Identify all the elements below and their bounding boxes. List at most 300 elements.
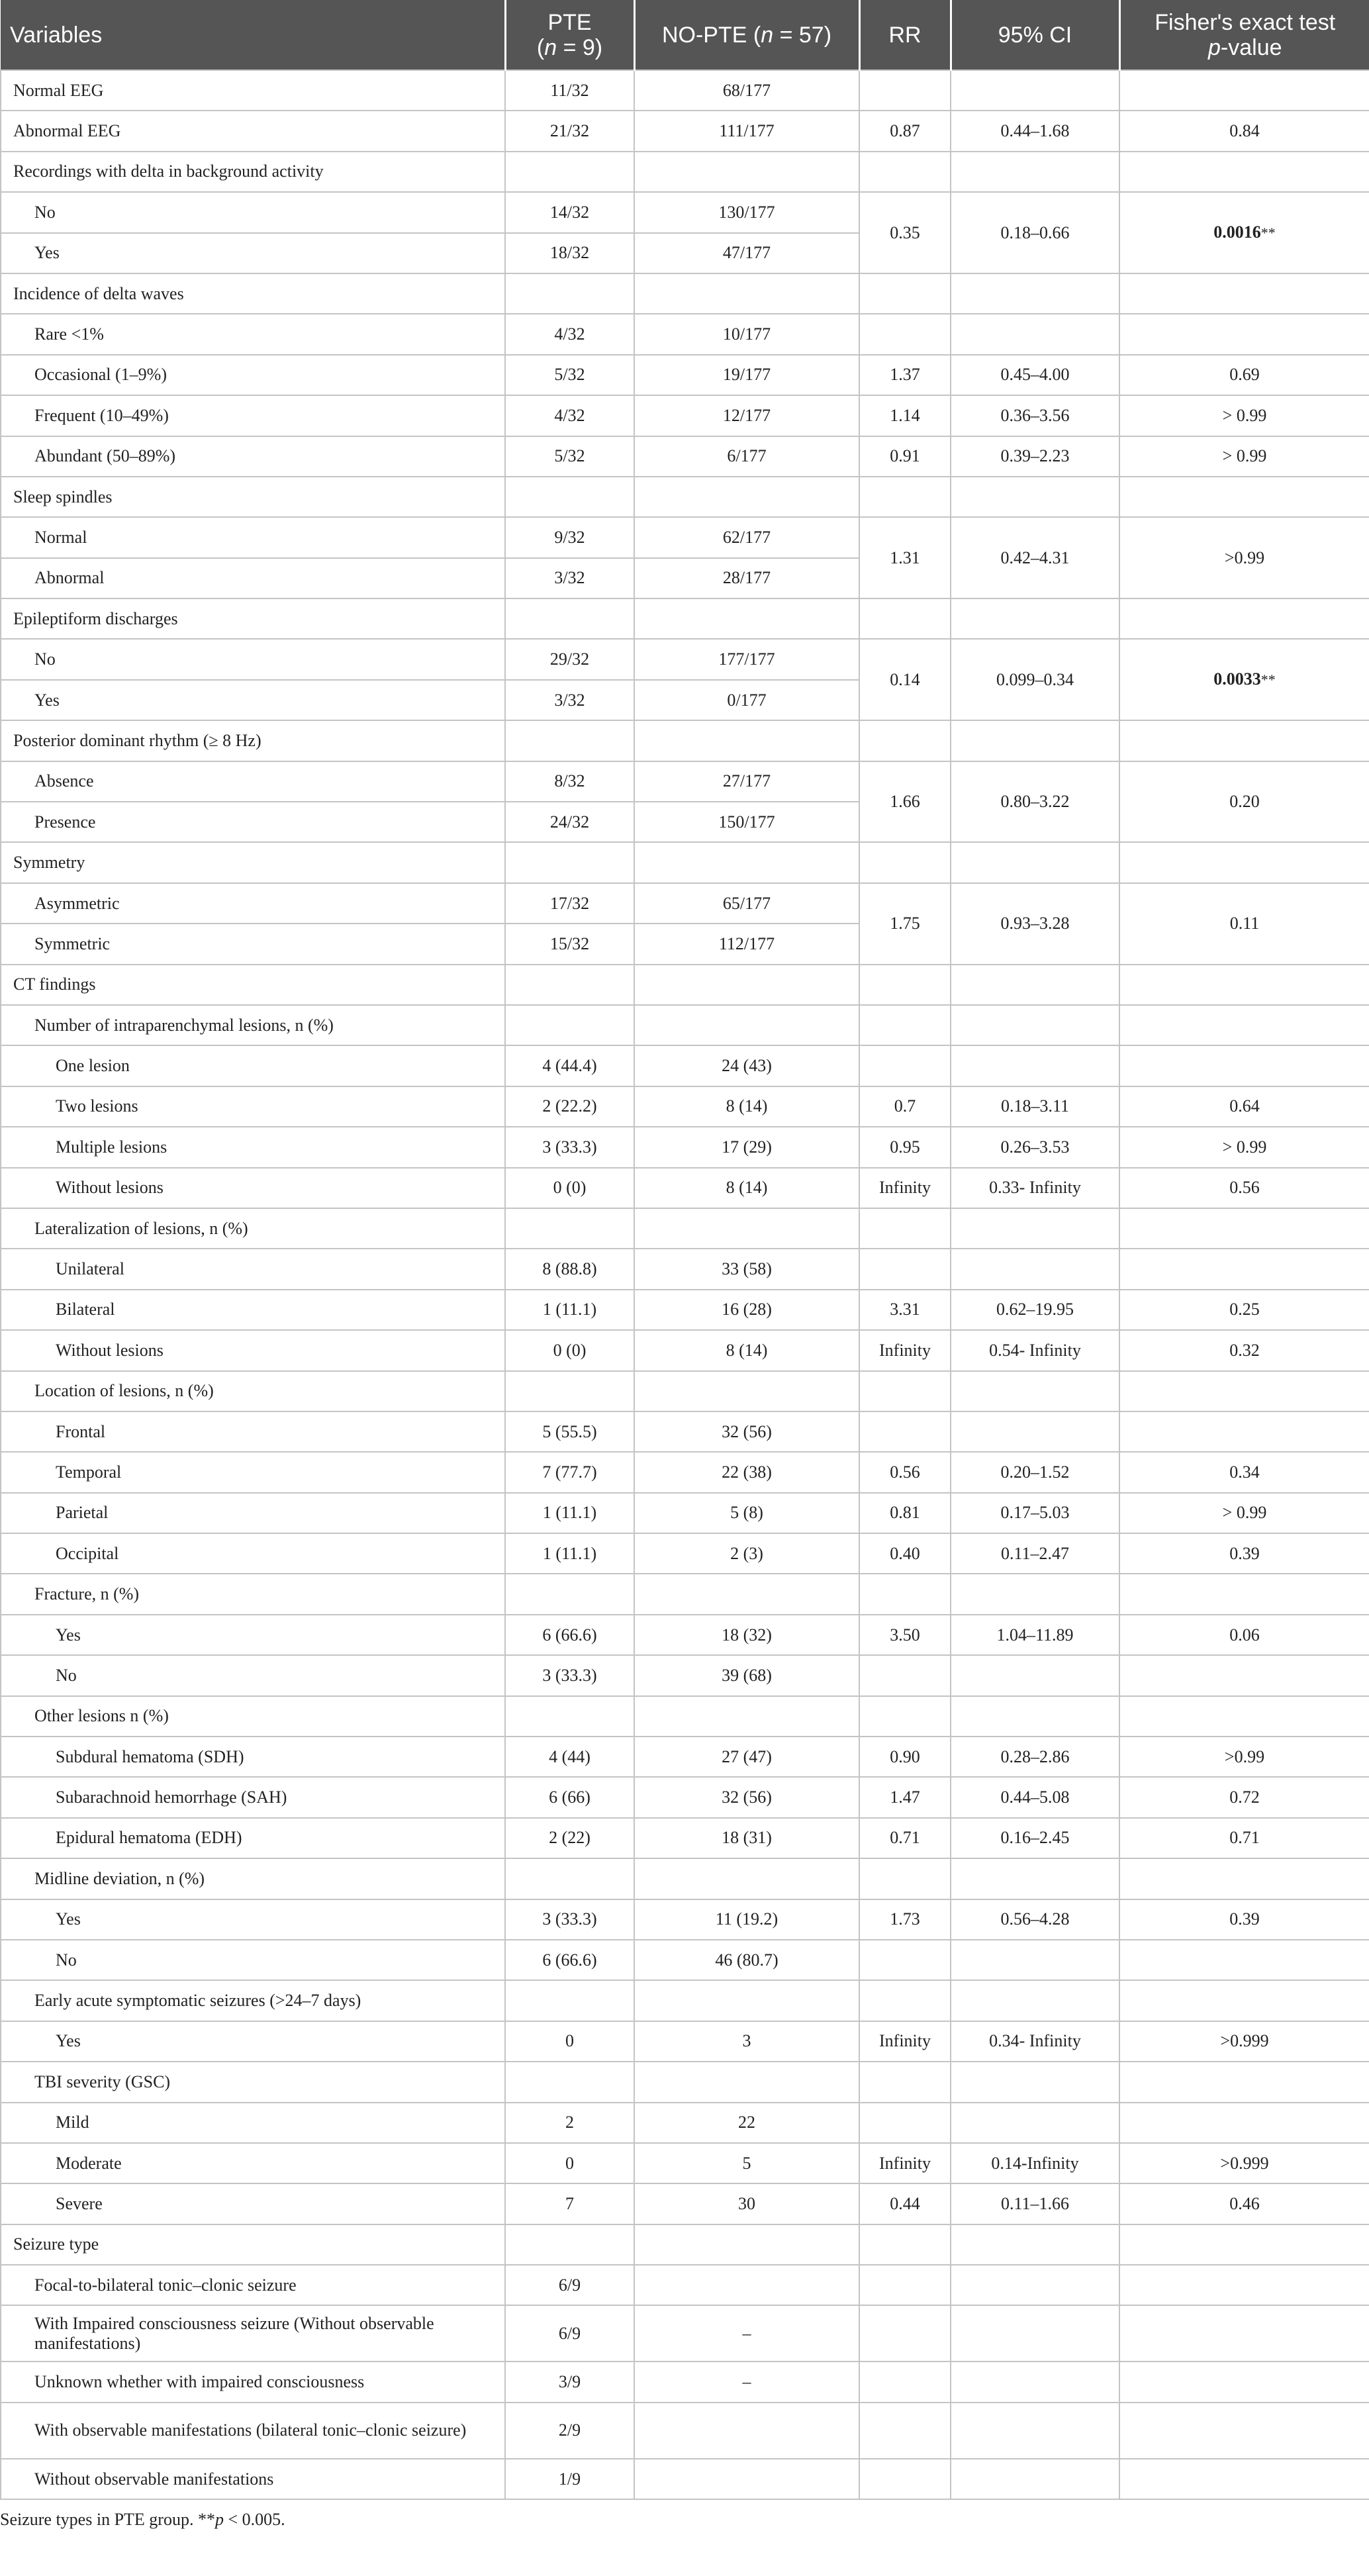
header-rr: RR <box>859 0 951 70</box>
no-pte-cell: 8 (14) <box>634 1330 859 1370</box>
pte-cell: 4/32 <box>505 395 634 436</box>
no-pte-cell: 17 (29) <box>634 1127 859 1167</box>
table-row <box>1 152 1369 192</box>
table-row <box>1 1330 1369 1370</box>
row-label: No <box>1 1940 505 1980</box>
table-row <box>1 1533 1369 1574</box>
pte-cell: 18/32 <box>505 233 634 273</box>
rr-cell: 1.75 <box>859 883 951 965</box>
pte-cell <box>505 1980 634 2021</box>
row-label: Yes <box>1 1615 505 1655</box>
ci-cell <box>951 2224 1119 2265</box>
ci-cell: 0.26–3.53 <box>951 1127 1119 1167</box>
pte-cell <box>505 1574 634 1614</box>
no-pte-cell: 68/177 <box>634 70 859 111</box>
ci-cell <box>951 2103 1119 2143</box>
pte-cell: 0 (0) <box>505 1330 634 1370</box>
row-label: Abnormal EEG <box>1 111 505 151</box>
table-row <box>1 1371 1369 1411</box>
ci-cell: 0.16–2.45 <box>951 1818 1119 1858</box>
rr-cell <box>859 965 951 1005</box>
p-value-cell: 0.72 <box>1119 1777 1369 1817</box>
rr-cell <box>859 1574 951 1614</box>
no-pte-cell <box>634 1005 859 1045</box>
p-value-cell: >0.99 <box>1119 517 1369 598</box>
row-label: Focal-to-bilateral tonic–clonic seizure <box>1 2265 505 2305</box>
table-row <box>1 1858 1369 1899</box>
p-value-cell <box>1119 1940 1369 1980</box>
row-label: Seizure type <box>1 2224 505 2265</box>
pte-cell: 1 (11.1) <box>505 1533 634 1574</box>
row-label: Posterior dominant rhythm (≥ 8 Hz) <box>1 720 505 761</box>
row-label: Abundant (50–89%) <box>1 436 505 477</box>
p-value-cell <box>1119 842 1369 883</box>
row-label: No <box>1 639 505 679</box>
no-pte-cell: 32 (56) <box>634 1411 859 1452</box>
no-pte-cell: 18 (31) <box>634 1818 859 1858</box>
no-pte-cell: 150/177 <box>634 802 859 842</box>
pte-cell: 7 <box>505 2183 634 2224</box>
no-pte-cell <box>634 2403 859 2459</box>
rr-cell: Infinity <box>859 2143 951 2183</box>
no-pte-cell: 22 <box>634 2103 859 2143</box>
pte-cell <box>505 1005 634 1045</box>
ci-cell <box>951 70 1119 111</box>
p-value-cell: 0.71 <box>1119 1818 1369 1858</box>
table-row <box>1 2459 1369 2499</box>
table-row <box>1 436 1369 477</box>
rr-cell <box>859 1655 951 1695</box>
pte-cell: 9/32 <box>505 517 634 557</box>
table-row <box>1 1574 1369 1614</box>
pte-cell: 3/32 <box>505 558 634 598</box>
table-row <box>1 111 1369 151</box>
pte-cell: 29/32 <box>505 639 634 679</box>
rr-cell: 1.47 <box>859 1777 951 1817</box>
ci-cell: 0.18–3.11 <box>951 1086 1119 1127</box>
pte-cell: 6 (66) <box>505 1777 634 1817</box>
row-label: One lesion <box>1 1045 505 1086</box>
ci-cell <box>951 1940 1119 1980</box>
table-row <box>1 2224 1369 2265</box>
table-header <box>1 0 1369 70</box>
no-pte-cell <box>634 842 859 883</box>
rr-cell <box>859 2103 951 2143</box>
row-label: Recordings with delta in background activity <box>1 152 505 192</box>
ci-cell: 0.44–5.08 <box>951 1777 1119 1817</box>
pte-cell: 15/32 <box>505 924 634 964</box>
p-value-cell <box>1119 314 1369 354</box>
ci-cell: 0.11–1.66 <box>951 2183 1119 2224</box>
p-value-cell: 0.84 <box>1119 111 1369 151</box>
ci-cell: 0.39–2.23 <box>951 436 1119 477</box>
table-row <box>1 1452 1369 1492</box>
row-label: TBI severity (GSC) <box>1 2062 505 2102</box>
table-body <box>1 70 1369 2499</box>
p-value-cell <box>1119 2224 1369 2265</box>
header-row <box>1 0 1369 70</box>
header-ci: 95% CI <box>951 0 1119 70</box>
ci-cell: 0.45–4.00 <box>951 355 1119 395</box>
row-label: Moderate <box>1 2143 505 2183</box>
no-pte-cell: 8 (14) <box>634 1086 859 1127</box>
no-pte-cell: 10/177 <box>634 314 859 354</box>
rr-cell: 3.31 <box>859 1290 951 1330</box>
p-value-cell <box>1119 1411 1369 1452</box>
no-pte-cell: 11 (19.2) <box>634 1899 859 1940</box>
ci-cell: 0.20–1.52 <box>951 1452 1119 1492</box>
ci-cell <box>951 2459 1119 2499</box>
significance-mark: ** <box>1260 224 1276 242</box>
table-row <box>1 720 1369 761</box>
row-label: Without observable manifestations <box>1 2459 505 2499</box>
table-row <box>1 1493 1369 1533</box>
rr-cell <box>859 152 951 192</box>
pte-cell: 0 (0) <box>505 1168 634 1208</box>
no-pte-cell <box>634 477 859 517</box>
no-pte-cell <box>634 965 859 1005</box>
p-value-cell <box>1119 1696 1369 1737</box>
pte-cell: 3 (33.3) <box>505 1899 634 1940</box>
p-value: 0.0033 <box>1213 669 1261 689</box>
no-pte-cell: 33 (58) <box>634 1249 859 1289</box>
pte-cell <box>505 598 634 639</box>
p-value-cell: 0.11 <box>1119 883 1369 965</box>
row-label: Absence <box>1 761 505 802</box>
pte-cell: 2 (22) <box>505 1818 634 1858</box>
row-label: Midline deviation, n (%) <box>1 1858 505 1899</box>
p-value-cell <box>1119 70 1369 111</box>
ci-cell: 0.42–4.31 <box>951 517 1119 598</box>
header-no-pte: NO-PTE (n = 57) <box>634 0 859 70</box>
row-label: Yes <box>1 680 505 720</box>
p-value-cell: >0.999 <box>1119 2021 1369 2062</box>
p-value-cell <box>1119 1980 1369 2021</box>
row-label: Yes <box>1 233 505 273</box>
table-row <box>1 1127 1369 1167</box>
table-row <box>1 2361 1369 2402</box>
row-label: Normal EEG <box>1 70 505 111</box>
no-pte-cell <box>634 2062 859 2102</box>
rr-cell <box>859 2403 951 2459</box>
pte-cell: 11/32 <box>505 70 634 111</box>
no-pte-cell: 177/177 <box>634 639 859 679</box>
p-value-cell: 0.20 <box>1119 761 1369 843</box>
table-row <box>1 2265 1369 2305</box>
no-pte-cell: 47/177 <box>634 233 859 273</box>
ci-cell: 0.33- Infinity <box>951 1168 1119 1208</box>
ci-cell <box>951 1655 1119 1695</box>
ci-cell <box>951 720 1119 761</box>
table-row <box>1 2403 1369 2459</box>
table-row <box>1 598 1369 639</box>
p-value-cell: 0.34 <box>1119 1452 1369 1492</box>
pte-cell: 4/32 <box>505 314 634 354</box>
ci-cell <box>951 1574 1119 1614</box>
table-row <box>1 477 1369 517</box>
row-label: Epidural hematoma (EDH) <box>1 1818 505 1858</box>
row-label: Symmetry <box>1 842 505 883</box>
p-value-cell <box>1119 1655 1369 1695</box>
row-label: Incidence of delta waves <box>1 273 505 314</box>
no-pte-cell: 2 (3) <box>634 1533 859 1574</box>
pte-cell <box>505 842 634 883</box>
row-label: Subarachnoid hemorrhage (SAH) <box>1 1777 505 1817</box>
no-pte-cell <box>634 2224 859 2265</box>
p-value-cell <box>1119 1574 1369 1614</box>
ci-cell <box>951 1980 1119 2021</box>
ci-cell: 0.62–19.95 <box>951 1290 1119 1330</box>
pte-cell <box>505 152 634 192</box>
ci-cell <box>951 1696 1119 1737</box>
no-pte-cell <box>634 1696 859 1737</box>
rr-cell <box>859 1249 951 1289</box>
p-value-cell <box>1119 598 1369 639</box>
row-label: Multiple lesions <box>1 1127 505 1167</box>
rr-cell <box>859 842 951 883</box>
row-label: Location of lesions, n (%) <box>1 1371 505 1411</box>
row-label: With observable manifestations (bilateral tonic–clonic seizure) <box>1 2403 505 2459</box>
no-pte-cell: 0/177 <box>634 680 859 720</box>
table-row <box>1 1249 1369 1289</box>
row-label: Yes <box>1 2021 505 2062</box>
no-pte-cell: 22 (38) <box>634 1452 859 1492</box>
rr-cell: Infinity <box>859 1330 951 1370</box>
p-value-cell <box>1119 192 1369 273</box>
rr-cell: Infinity <box>859 1168 951 1208</box>
row-label: Without lesions <box>1 1330 505 1370</box>
rr-cell <box>859 2459 951 2499</box>
pte-cell <box>505 965 634 1005</box>
p-value-cell <box>1119 720 1369 761</box>
p-value-cell <box>1119 2459 1369 2499</box>
rr-cell <box>859 1940 951 1980</box>
no-pte-cell: 32 (56) <box>634 1777 859 1817</box>
pte-cell: 24/32 <box>505 802 634 842</box>
table-row <box>1 1086 1369 1127</box>
rr-cell: 0.95 <box>859 1127 951 1167</box>
p-value-cell: > 0.99 <box>1119 395 1369 436</box>
row-label: Normal <box>1 517 505 557</box>
no-pte-cell: 16 (28) <box>634 1290 859 1330</box>
table-row <box>1 395 1369 436</box>
table-row <box>1 1290 1369 1330</box>
table-row <box>1 2021 1369 2062</box>
table-row <box>1 1940 1369 1980</box>
p-value-cell <box>1119 1371 1369 1411</box>
ci-cell <box>951 1208 1119 1249</box>
rr-cell: 0.7 <box>859 1086 951 1127</box>
no-pte-cell: 62/177 <box>634 517 859 557</box>
ci-cell <box>951 2305 1119 2361</box>
pte-cell: 3 (33.3) <box>505 1655 634 1695</box>
no-pte-cell: 30 <box>634 2183 859 2224</box>
p-value-cell <box>1119 1005 1369 1045</box>
row-label: Unknown whether with impaired consciousness <box>1 2361 505 2402</box>
p-value-cell: 0.25 <box>1119 1290 1369 1330</box>
table-row <box>1 1696 1369 1737</box>
pte-cell <box>505 720 634 761</box>
ci-cell: 0.17–5.03 <box>951 1493 1119 1533</box>
row-label: Parietal <box>1 1493 505 1533</box>
table-row <box>1 1777 1369 1817</box>
no-pte-cell: 24 (43) <box>634 1045 859 1086</box>
p-value-cell <box>1119 2403 1369 2459</box>
ci-cell <box>951 1371 1119 1411</box>
ci-cell: 0.44–1.68 <box>951 111 1119 151</box>
table-row <box>1 355 1369 395</box>
pte-cell: 4 (44.4) <box>505 1045 634 1086</box>
p-value: 0.0016 <box>1213 222 1261 242</box>
rr-cell: 0.14 <box>859 639 951 720</box>
p-value-cell: 0.06 <box>1119 1615 1369 1655</box>
row-label: Other lesions n (%) <box>1 1696 505 1737</box>
ci-cell <box>951 1411 1119 1452</box>
row-label: Yes <box>1 1899 505 1940</box>
ci-cell <box>951 1858 1119 1899</box>
ci-cell: 0.14-Infinity <box>951 2143 1119 2183</box>
no-pte-cell <box>634 720 859 761</box>
no-pte-cell: 12/177 <box>634 395 859 436</box>
row-label: Mild <box>1 2103 505 2143</box>
row-label: Early acute symptomatic seizures (>24–7 days) <box>1 1980 505 2021</box>
p-value-cell: 0.39 <box>1119 1899 1369 1940</box>
no-pte-cell: 8 (14) <box>634 1168 859 1208</box>
no-pte-cell: 39 (68) <box>634 1655 859 1695</box>
row-label: Presence <box>1 802 505 842</box>
pte-cell: 5/32 <box>505 355 634 395</box>
pte-cell: 7 (77.7) <box>505 1452 634 1492</box>
rr-cell <box>859 1696 951 1737</box>
no-pte-cell: – <box>634 2305 859 2361</box>
rr-cell <box>859 70 951 111</box>
no-pte-cell: 5 (8) <box>634 1493 859 1533</box>
pte-cell <box>505 1696 634 1737</box>
p-value-cell: 0.46 <box>1119 2183 1369 2224</box>
no-pte-cell <box>634 273 859 314</box>
pte-cell <box>505 1371 634 1411</box>
rr-cell <box>859 314 951 354</box>
rr-cell <box>859 2305 951 2361</box>
p-value-cell: 0.56 <box>1119 1168 1369 1208</box>
row-label: Frontal <box>1 1411 505 1452</box>
row-label: No <box>1 1655 505 1695</box>
table-row <box>1 192 1369 232</box>
pte-cell: 2 (22.2) <box>505 1086 634 1127</box>
row-label: Rare <1% <box>1 314 505 354</box>
ci-cell: 0.28–2.86 <box>951 1737 1119 1777</box>
ci-cell <box>951 1045 1119 1086</box>
table-row <box>1 1168 1369 1208</box>
ci-cell <box>951 2265 1119 2305</box>
rr-cell <box>859 1045 951 1086</box>
rr-cell <box>859 720 951 761</box>
row-label: Symmetric <box>1 924 505 964</box>
pte-cell <box>505 1208 634 1249</box>
row-label: Asymmetric <box>1 883 505 924</box>
rr-cell: 0.35 <box>859 192 951 273</box>
row-label: Occasional (1–9%) <box>1 355 505 395</box>
row-label: Severe <box>1 2183 505 2224</box>
p-value-cell <box>1119 273 1369 314</box>
row-label: Without lesions <box>1 1168 505 1208</box>
pte-cell <box>505 273 634 314</box>
header-pte: PTE (n = 9) <box>505 0 634 70</box>
p-value-cell: 0.32 <box>1119 1330 1369 1370</box>
no-pte-cell <box>634 1371 859 1411</box>
pte-cell: 21/32 <box>505 111 634 151</box>
rr-cell: 0.87 <box>859 111 951 151</box>
p-value-cell: 0.69 <box>1119 355 1369 395</box>
table-row <box>1 1980 1369 2021</box>
table-row <box>1 2183 1369 2224</box>
no-pte-cell: 3 <box>634 2021 859 2062</box>
rr-cell: 0.81 <box>859 1493 951 1533</box>
pte-cell: 6 (66.6) <box>505 1940 634 1980</box>
rr-cell <box>859 598 951 639</box>
no-pte-cell <box>634 1858 859 1899</box>
rr-cell: 0.91 <box>859 436 951 477</box>
p-value-cell <box>1119 2361 1369 2402</box>
pte-cell: 3/32 <box>505 680 634 720</box>
ci-cell <box>951 273 1119 314</box>
no-pte-cell <box>634 1980 859 2021</box>
rr-cell: 0.44 <box>859 2183 951 2224</box>
ci-cell: 0.36–3.56 <box>951 395 1119 436</box>
ci-cell <box>951 477 1119 517</box>
table-row <box>1 1208 1369 1249</box>
p-value-cell <box>1119 965 1369 1005</box>
ci-cell: 0.56–4.28 <box>951 1899 1119 1940</box>
pte-cell: 8/32 <box>505 761 634 802</box>
no-pte-cell: 27/177 <box>634 761 859 802</box>
ci-cell: 0.93–3.28 <box>951 883 1119 965</box>
p-value-cell <box>1119 2265 1369 2305</box>
rr-cell <box>859 2361 951 2402</box>
no-pte-cell <box>634 2459 859 2499</box>
rr-cell: 1.31 <box>859 517 951 598</box>
pte-cell: 1/9 <box>505 2459 634 2499</box>
table-row <box>1 965 1369 1005</box>
p-value-cell: > 0.99 <box>1119 1127 1369 1167</box>
row-label: Lateralization of lesions, n (%) <box>1 1208 505 1249</box>
no-pte-cell <box>634 1208 859 1249</box>
row-label: Abnormal <box>1 558 505 598</box>
p-value-cell: 0.64 <box>1119 1086 1369 1127</box>
no-pte-cell <box>634 2265 859 2305</box>
pte-cell <box>505 2224 634 2265</box>
no-pte-cell: 130/177 <box>634 192 859 232</box>
pte-cell: 0 <box>505 2021 634 2062</box>
table-row <box>1 761 1369 802</box>
table-footnote: Seizure types in PTE group. **p < 0.005. <box>0 2510 285 2530</box>
p-value-cell: > 0.99 <box>1119 436 1369 477</box>
ci-cell <box>951 842 1119 883</box>
pte-cell: 14/32 <box>505 192 634 232</box>
table-row <box>1 70 1369 111</box>
no-pte-cell: 5 <box>634 2143 859 2183</box>
pte-cell <box>505 477 634 517</box>
table-row <box>1 1615 1369 1655</box>
pte-cell <box>505 2062 634 2102</box>
rr-cell <box>859 1208 951 1249</box>
no-pte-cell: 111/177 <box>634 111 859 151</box>
rr-cell: 0.40 <box>859 1533 951 1574</box>
row-label: Number of intraparenchymal lesions, n (%) <box>1 1005 505 1045</box>
p-value-cell: >0.999 <box>1119 2143 1369 2183</box>
p-value-cell <box>1119 639 1369 720</box>
p-value-cell <box>1119 1045 1369 1086</box>
